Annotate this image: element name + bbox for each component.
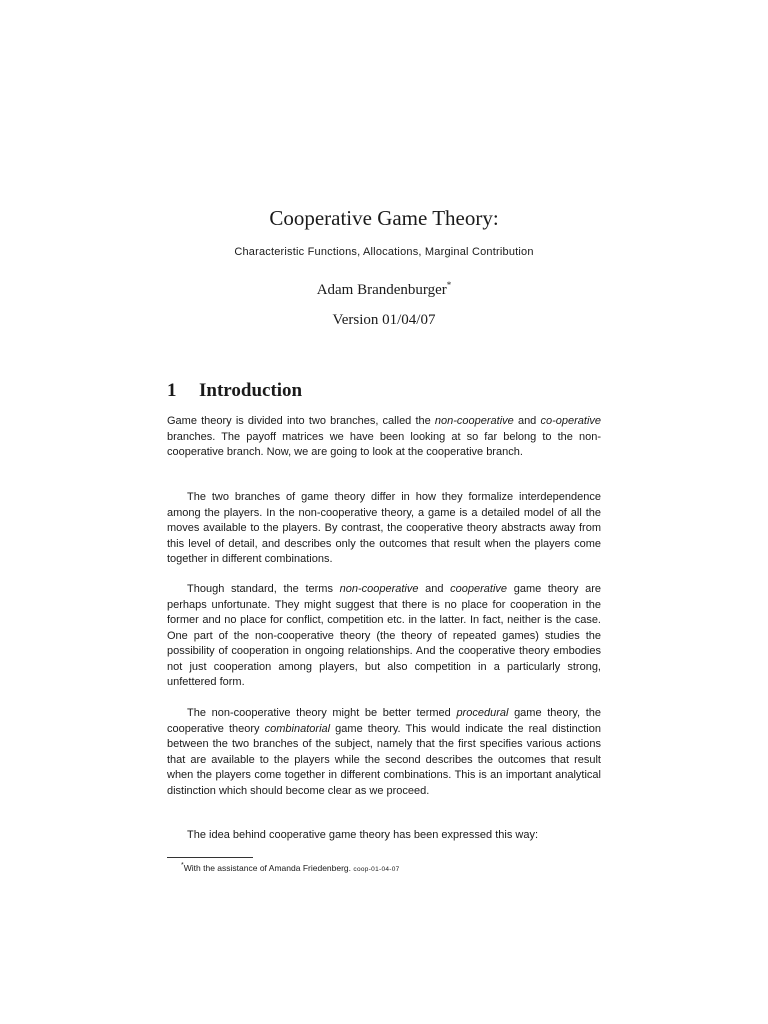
author-line <box>0 280 768 299</box>
version-line: Version 01/04/07 <box>332 312 436 328</box>
paragraph-4-emphasis-2: combinatorial <box>264 722 331 735</box>
paragraph-1-text-c: branches. The payoff matrices we have been looking at so far belong to the non-cooperative branch. Now, we are going to look at the cooperative branch. <box>167 430 601 458</box>
footnote-text: With the assistance of Amanda Friedenberg. <box>183 862 352 873</box>
paragraph-4-text-c: game theory. This would indicate the real distinction between the two branches of the subject, namely that the first specifies various actions that are available to the players while the second describes the outcomes that result when the players come together in different combinations. This is an important analytical distinction which should become clear as we proceed. <box>167 722 601 797</box>
paragraph-1-emphasis-2: co-operative <box>540 415 602 427</box>
paragraph-1-text-b: and <box>513 415 541 427</box>
paragraph-1-emphasis-1: non-cooperative <box>434 415 514 427</box>
paragraph-3-text-b: and <box>418 583 451 595</box>
footnote-rule <box>167 857 253 858</box>
paragraph-5: The idea behind cooperative game theory has been expressed this way: <box>187 829 538 841</box>
paragraph-1-text-a: Game theory is divided into two branches, called the <box>167 415 435 427</box>
paragraph-3-emphasis-2: cooperative <box>450 583 508 595</box>
paragraph-4-text-a: The non-cooperative theory might be better termed <box>187 707 457 719</box>
paragraph-3-emphasis-1: non-cooperative <box>339 583 419 595</box>
author-name: Adam Brandenburger <box>316 282 447 298</box>
paragraph-3-text-c: game theory are perhaps unfortunate. They might suggest that there is no place for cooperation in the former and no place for conflict, competition etc. in the latter. In fact, neither is the case. One part of the non-cooperative theory (the theory of repeated games) studies the possibility of cooperation in ongoing relationships. And the cooperative theory embodies not just cooperation among players, but also competition in a particularly strong, unfettered form. <box>167 583 602 688</box>
paragraph-4-text-b: game theory, the cooperative theory <box>167 707 601 735</box>
paper-subtitle: Characteristic Functions, Allocations, Marginal Contribution <box>234 246 534 258</box>
paragraph-3-text-a: Though standard, the terms <box>187 583 340 595</box>
section-title: Introduction <box>199 380 303 401</box>
paragraph-4 <box>167 706 601 799</box>
paragraph-2: The two branches of game theory differ in how they formalize interdependence among the players. In the non-cooperative theory, a game is a detailed model of all the moves available to the players. By contrast, the cooperative theory abstracts away from this level of detail, and describes only the outcomes that result when the players come together in different combinations. <box>167 491 601 565</box>
paragraph-3 <box>167 582 601 691</box>
section-heading <box>167 380 302 402</box>
footnote-tag: coop-01-04-07 <box>353 865 400 873</box>
paragraph-1 <box>167 414 601 461</box>
paragraph-4-emphasis-1: procedural <box>456 707 509 719</box>
paper-title: Cooperative Game Theory: <box>269 206 499 230</box>
footnote <box>181 861 400 873</box>
footnote-mark: * <box>181 861 184 869</box>
author-footnote-mark: * <box>446 280 452 290</box>
section-number: 1 <box>167 380 177 401</box>
